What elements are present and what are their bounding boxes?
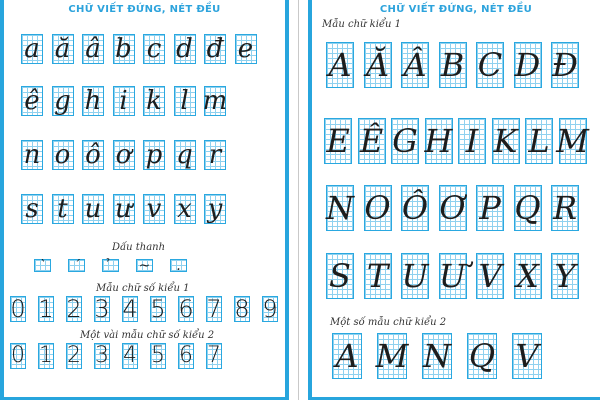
uppercase-letter-glyph: C [477,46,503,84]
uppercase-letter-box [439,185,467,231]
uppercase-letter-box [439,253,467,299]
digit-style2-box [94,343,110,369]
digit-style2-box [66,343,82,369]
uppercase-letter-glyph: Ê [359,122,384,160]
uppercase-letter-glyph: X [516,257,539,295]
digit-style1-glyph: 1 [38,295,54,323]
digit-style2-glyph: 1 [39,343,53,368]
uppercase-letter-glyph: Đ [552,46,578,84]
lowercase-letter-glyph: m [202,86,228,116]
uppercase-letter-glyph: G [392,122,418,160]
uppercase-letter-box [551,253,579,299]
uppercase-letter-glyph: R [552,189,578,227]
lowercase-letter-glyph: d [176,34,193,64]
digit-style2-box [150,343,166,369]
uppercase-letter-box [401,253,429,299]
digit-style1-box [94,296,110,322]
lowercase-letter-glyph: ư [115,194,132,224]
digit-style1-box [206,296,222,322]
lowercase-letter-box [21,34,43,64]
lowercase-letter-box [174,140,196,170]
uppercase-letter-box [492,118,520,164]
uppercase-letter-glyph: N [326,189,354,227]
digits2-caption: Một vài mẫu chữ số kiểu 2 [80,330,215,341]
lowercase-letter-glyph: h [84,86,102,116]
uppercase-letter-box [364,253,392,299]
uppercase-letter-glyph: P [479,189,501,227]
uppercase-letter-box [514,253,542,299]
digit-style2-box [206,343,222,369]
lowercase-letter-glyph: v [146,194,162,224]
digit-style2-box [122,343,138,369]
lowercase-letter-glyph: c [146,34,162,64]
uppercase-letter-box [358,118,386,164]
lowercase-letter-box [143,140,165,170]
lowercase-letter-box [113,140,135,170]
tone-mark-glyph: ~ [138,257,151,274]
uppercase-letter-glyph: Ô [401,189,429,227]
digit-style1-glyph: 4 [122,295,138,323]
lowercase-letter-box [52,140,74,170]
lowercase-letter-box [174,86,196,116]
uppercase2-letter-glyph: Q [468,337,496,375]
lowercase-letter-box [21,140,43,170]
uppercase-letter-glyph: H [424,122,453,160]
digit-style1-box [38,296,54,322]
uppercase-letter-glyph: Ư [439,257,466,295]
uppercase-letter-glyph: S [329,257,351,295]
uppercase-letter-glyph: T [366,257,389,295]
lowercase-letter-box [113,86,135,116]
digit-style2-box [178,343,194,369]
uppercase2-letter-glyph: V [515,337,539,375]
lowercase-letter-glyph: ê [24,86,40,116]
tone-mark-box [68,259,85,272]
digit-style2-glyph: 6 [179,343,193,368]
lowercase-letter-box [143,86,165,116]
digit-style1-glyph: 6 [178,295,194,323]
uppercase-letter-box [439,42,467,88]
lowercase-letter-box [204,140,226,170]
digit-style1-box [150,296,166,322]
digit-style1-box [10,296,26,322]
uppercase-letter-glyph: E [326,122,350,160]
tone-mark-glyph: . [176,257,181,274]
digit-style2-glyph: 4 [123,343,137,368]
digit-style2-glyph: 5 [151,343,165,368]
lowercase-letter-box [82,86,104,116]
digit-style1-glyph: 0 [10,295,26,323]
uppercase-letter-glyph: V [478,257,502,295]
digit-style1-box [178,296,194,322]
uppercase-letter-glyph: U [401,257,429,295]
uppercase-letter-glyph: K [493,122,518,160]
uppercase-letter-box [551,42,579,88]
lowercase-letter-box [235,34,257,64]
uppercase2-letter-box [422,333,452,379]
lowercase-letter-box [21,86,43,116]
lowercase-letter-glyph: ơ [115,140,132,170]
uppercase2-letter-box [377,333,407,379]
uppercase-letter-glyph: Ă [365,46,390,84]
uppercase-letter-box [401,185,429,231]
tone-mark-box [34,259,51,272]
uppercase-letter-glyph: Ơ [439,189,466,227]
uppercase-letter-box [425,118,453,164]
digits1-caption: Mẫu chữ số kiểu 1 [96,283,190,294]
digit-style2-glyph: 2 [67,343,81,368]
lowercase-letter-glyph: e [237,34,254,64]
digit-style2-glyph: 7 [207,343,221,368]
uppercase-letter-box [476,42,504,88]
uppercase-letter-box [514,42,542,88]
uppercase-letter-glyph: O [364,189,391,227]
digit-style1-glyph: 2 [66,295,82,323]
tone-mark-box [170,259,187,272]
lowercase-letter-box [174,34,196,64]
uppercase-letter-box [326,42,354,88]
tone-mark-glyph: ´ [73,257,80,274]
uppercase-letter-box [324,118,352,164]
lowercase-letter-glyph: đ [206,34,224,64]
uppercase-letter-glyph: B [440,46,465,84]
uppercase-letter-box [364,42,392,88]
lowercase-letter-box [204,86,226,116]
tone-caption: Dấu thanh [112,242,166,253]
digit-style1-box [234,296,250,322]
uppercase2-letter-box [467,333,497,379]
digit-style2-box [38,343,54,369]
lowercase-letter-glyph: a [24,34,40,64]
uppercase-letter-glyph: D [514,46,541,84]
digit-style1-box [66,296,82,322]
lowercase-letter-box [113,194,135,224]
uppercase-letter-box [364,185,392,231]
lowercase-letter-glyph: q [176,140,193,170]
digit-style1-glyph: 7 [206,295,222,323]
uppercase-letter-glyph: I [465,122,479,160]
uppercase-letter-glyph: Y [554,257,576,295]
digit-style1-glyph: 9 [262,295,278,323]
uppercase-letter-box [514,185,542,231]
uppercase-letter-glyph: L [528,122,550,160]
uppercase-letter-glyph: A [328,46,352,84]
left-page-title: CHỮ VIẾT ĐỨNG, NÉT ĐỀU [68,4,221,15]
uppercase-letter-box [476,185,504,231]
uppercase2-letter-box [332,333,362,379]
uppercase-letter-box [458,118,486,164]
lowercase-letter-box [21,194,43,224]
lowercase-letter-glyph: x [177,194,192,224]
digit-style1-box [122,296,138,322]
left-page [0,0,289,400]
digit-style1-glyph: 3 [94,295,110,323]
lowercase-letter-glyph: o [54,140,71,170]
uppercase2-letter-box [512,333,542,379]
lowercase-letter-glyph: u [84,194,102,224]
uppercase-letter-box [551,185,579,231]
right-page [308,0,600,400]
lowercase-letter-box [204,34,226,64]
uppercase2-letter-glyph: N [423,337,451,375]
uppercase-letter-box [556,118,589,164]
lowercase-letter-glyph: n [23,140,41,170]
lowercase-letter-box [82,194,104,224]
uppercase-letter-box [401,42,429,88]
uppercase-letter-box [391,118,419,164]
right-page-title: CHỮ VIẾT ĐỨNG, NÉT ĐỀU [379,4,533,15]
lowercase-letter-box [82,34,104,64]
lowercase-letter-glyph: y [207,194,223,224]
lowercase-letter-box [52,194,74,224]
uppercase-letter-box [326,185,354,231]
uppercase-letter-glyph: M [556,122,589,160]
page-gutter-line [298,0,299,400]
digit-style1-glyph: 8 [234,295,250,323]
digit-style2-glyph: 3 [95,343,109,368]
lowercase-letter-box [143,194,165,224]
tone-mark-box [102,259,119,272]
lowercase-letter-box [204,194,226,224]
uppercase-letter-box [476,253,504,299]
uppercase-letter-box [326,253,354,299]
lowercase-letter-glyph: s [25,194,39,224]
upper2-caption: Một số mẫu chữ kiểu 2 [330,317,447,328]
lowercase-letter-glyph: p [145,140,163,170]
tone-mark-box [136,259,153,272]
lowercase-letter-box [52,34,74,64]
lowercase-letter-glyph: l [180,86,189,116]
uppercase-letter-glyph: Â [403,46,427,84]
digit-style1-glyph: 5 [150,295,166,323]
lowercase-letter-glyph: g [54,86,71,116]
lowercase-letter-glyph: i [119,86,128,116]
uppercase-letter-glyph: Q [514,189,541,227]
upper-caption: Mẫu chữ kiểu 1 [322,19,402,30]
lowercase-letter-glyph: r [208,140,222,170]
lowercase-letter-glyph: ă [54,34,71,64]
lowercase-letter-glyph: â [85,34,101,64]
uppercase2-letter-glyph: M [375,337,409,375]
uppercase2-letter-glyph: A [335,337,359,375]
lowercase-letter-glyph: k [146,86,162,116]
lowercase-letter-box [113,34,135,64]
digit-style2-box [10,343,26,369]
lowercase-letter-box [82,140,104,170]
lowercase-letter-box [143,34,165,64]
digit-style2-glyph: 0 [11,343,25,368]
digit-style1-box [262,296,278,322]
lowercase-letter-glyph: b [115,34,132,64]
uppercase-letter-box [525,118,553,164]
lowercase-letter-glyph: ô [85,140,101,170]
tone-mark-glyph: ` [39,257,46,274]
lowercase-letter-box [174,194,196,224]
lowercase-letter-box [52,86,74,116]
lowercase-letter-glyph: t [57,194,68,224]
